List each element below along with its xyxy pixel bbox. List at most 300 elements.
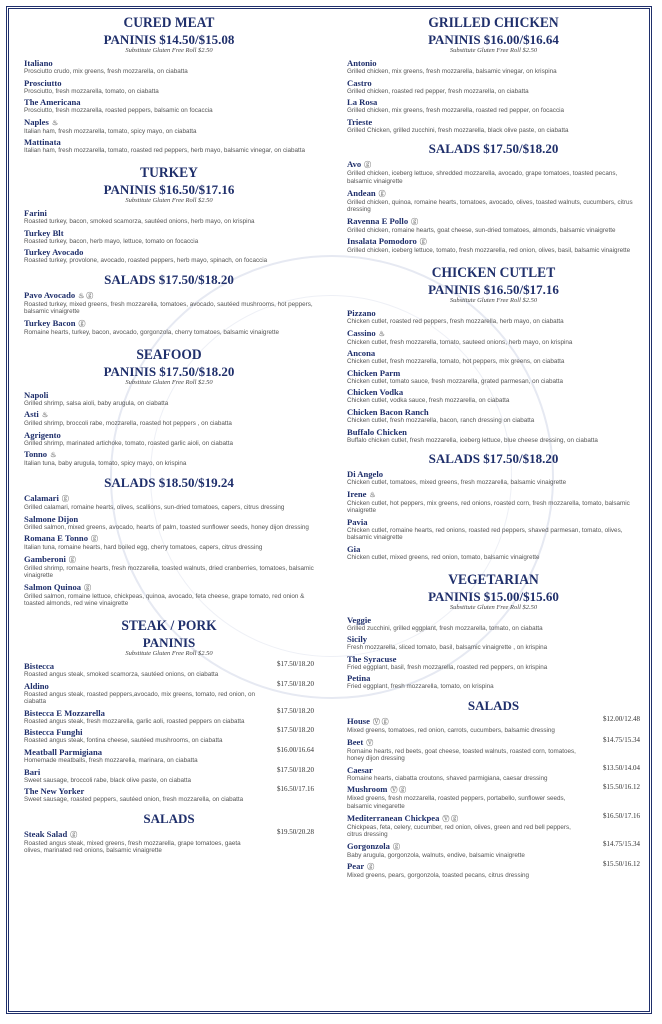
menu-item-header [347, 737, 640, 748]
menu-item-header [24, 493, 314, 504]
menu-item-name: Pear ⓖ [347, 861, 375, 872]
menu-item [24, 78, 314, 96]
menu-section [24, 164, 314, 265]
menu-item-header [24, 786, 314, 796]
menu-section [347, 264, 640, 444]
menu-item-name: Bistecca Funghi [24, 727, 83, 738]
menu-item [24, 97, 314, 115]
menu-item-name: Turkey Blt [24, 227, 64, 238]
menu-section [347, 451, 640, 562]
menu-item-header [347, 716, 640, 727]
item-list [24, 390, 314, 468]
menu-item-description: Chicken cutlet, romaine hearts, red onions, roasted red peppers, shaved parmesan, tomato, olives, balsamic vinaigrette [347, 526, 623, 542]
menu-item-header [24, 533, 314, 544]
menu-item [347, 716, 640, 735]
menu-item-header [347, 216, 640, 227]
menu-item-header [24, 318, 314, 329]
menu-item-description: Grilled calamari, romaine hearts, olives, scallions, sun-dried tomatoes, capers, citrus dressing [24, 503, 285, 511]
menu-item-description: Chicken cutlet, roasted red peppers, fresh mozzarella, herb mayo, on ciabatta [347, 317, 564, 325]
menu-item-name: Gia [347, 544, 361, 555]
item-list [347, 615, 640, 691]
menu-item-header [347, 544, 640, 554]
menu-item-header [24, 58, 314, 68]
menu-item [24, 727, 314, 745]
dietary-icon: ⓖ [367, 863, 375, 872]
menu-item-name: Mattinata [24, 137, 61, 148]
menu-item [347, 544, 640, 562]
dietary-icon: ⓖ [411, 217, 419, 226]
menu-item-name: Romana E Tonno ⓖ [24, 533, 99, 544]
menu-item-description: Mixed greens, tomatoes, red onion, carrots, cucumbers, balsamic dressing [347, 727, 555, 735]
menu-item-description: Roasted angus steak, fresh mozzarella, garlic aoli, roasted peppers on ciabatta [24, 717, 245, 725]
menu-item-name: Bistecca E Mozzarella [24, 707, 105, 718]
menu-item-name: Pavia [347, 516, 368, 527]
gluten-free-note: Substitute Gluten Free Roll $2.50 [125, 47, 213, 54]
section-price: PANINIS $16.50/$17.16 [103, 181, 235, 197]
menu-item [347, 737, 640, 763]
menu-item-header [24, 137, 314, 147]
menu-item-name: Italiano [24, 58, 53, 68]
menu-item-header [24, 708, 314, 718]
menu-item-description: Grilled chicken, mix greens, fresh mozzarella, balsamic vinegar, on krispina [347, 68, 557, 75]
menu-item [347, 517, 640, 542]
section-title: GRILLED CHICKEN [428, 15, 559, 31]
menu-item [24, 747, 314, 765]
dietary-icon: ⓖ [378, 189, 386, 198]
menu-item-description: Chicken cutlet, hot peppers, mix greens, red onions, roasted corn, fresh mozzarella, tomato, balsamic vinaigrette [347, 499, 630, 515]
menu-item-name: La Rosa [347, 97, 378, 108]
section-price: PANINIS $17.50/$18.20 [103, 363, 235, 379]
section-title: SEAFOOD [136, 346, 202, 363]
menu-item [347, 117, 640, 135]
menu-item [24, 137, 314, 155]
menu-item-header [347, 517, 640, 527]
menu-item-header [347, 117, 640, 127]
dietary-icon: ♨ ⓖ [78, 291, 94, 300]
menu-section [24, 475, 314, 608]
menu-item-name: Di Angelo [347, 469, 384, 480]
menu-item [24, 554, 314, 580]
menu-item-name: Salmon Quinoa ⓖ [24, 581, 92, 592]
menu-item-header [24, 681, 314, 691]
menu-item [24, 514, 314, 532]
menu-item-price: $17.50/18.20 [277, 706, 314, 715]
dietary-icon: ⓖ [78, 319, 86, 328]
menu-item-name: Pizzano [347, 307, 376, 318]
menu-item [347, 654, 640, 672]
menu-item-header [347, 813, 640, 824]
menu-item-price: $14.75/15.34 [603, 735, 640, 744]
menu-item-header [24, 767, 314, 777]
menu-item [347, 348, 640, 366]
menu-item-description: Chicken cutlet, mixed greens, red onion, tomato, balsamic vinaigrette [347, 554, 540, 562]
menu-item-price: $17.50/18.20 [277, 679, 314, 688]
menu-item [347, 216, 640, 235]
menu-item-description: Grilled shrimp, salsa aioli, baby arugula, on ciabatta [24, 399, 169, 407]
menu-item-name: Meatball Parmigiana [24, 747, 103, 758]
menu-section [347, 698, 640, 880]
menu-item-name: Chicken Vodka [347, 387, 404, 398]
menu-item-price: $16.50/17.16 [603, 811, 640, 820]
menu-item-name: Aldino [24, 680, 49, 691]
menu-item-description: Mixed greens, pears, gorgonzola, toasted pecans, citrus dressing [347, 872, 530, 880]
menu-item [347, 784, 640, 810]
right-column [347, 14, 640, 882]
menu-item-description: Italian ham, fresh mozzarella, tomato, spicy mayo, on ciabatta [24, 127, 197, 135]
gluten-free-note: Substitute Gluten Free Roll $2.50 [125, 650, 213, 658]
menu-item-description: Chickpeas, feta, celery, cucumber, red onion, olives, green and red bell peppers, citrus dressing [347, 823, 571, 839]
menu-item-price: $15.50/16.12 [603, 860, 640, 869]
menu-item-header [347, 236, 640, 247]
menu-item-name: Agrigento [24, 429, 61, 440]
menu-item-header [347, 615, 640, 625]
menu-item-description: Chicken cutlet, fresh mozzarella, bacon, ranch dressing on ciabatta [347, 416, 535, 424]
dietary-icon: ♨ [51, 118, 59, 127]
dietary-icon: ♨ [369, 490, 376, 499]
menu-item-name: Buffalo Chicken [347, 426, 407, 437]
menu-item-header [347, 188, 640, 199]
menu-item-header [347, 634, 640, 644]
menu-item-description: Italian tuna, baby arugula, tomato, spicy mayo, on krispina [24, 460, 187, 468]
menu-item-description: Grilled zucchini, grilled eggplant, fresh mozzarella, tomato, on ciabatta [347, 624, 543, 632]
menu-item [24, 661, 314, 679]
menu-item-name: Castro [347, 77, 372, 88]
dietary-icon: ⓖ [70, 830, 78, 839]
menu-item-price: $14.75/15.34 [603, 839, 640, 848]
menu-item-description: Prosciutto, fresh mozzarella, roasted peppers, balsamic on focaccia [24, 107, 213, 115]
menu-item-name: Tonno ♨ [24, 449, 57, 460]
menu-item-name: Cassino ♨ [347, 327, 385, 338]
menu-item [24, 708, 314, 726]
item-list [24, 208, 314, 265]
menu-item-name: Bistecca [24, 661, 55, 672]
menu-item-description: Grilled chicken, roasted red pepper, fresh mozzarella, on ciabatta [347, 87, 529, 95]
menu-item-description: Grilled salmon, romaine lettuce, chickpeas, quinoa, avocado, feta cheese, grape tomato, red onion & toasted almonds, red wine vinaigrette [24, 592, 305, 608]
menu-item-name: Farini [24, 207, 47, 218]
menu-item [24, 533, 314, 552]
dietary-icon: ⓖ [84, 583, 92, 592]
section-price: PANINIS $16.50/$17.16 [428, 281, 559, 297]
menu-item [24, 786, 314, 804]
menu-item [347, 328, 640, 347]
menu-item-header [24, 228, 314, 238]
menu-item-name: Sicily [347, 634, 368, 645]
section-price: PANINIS [142, 635, 196, 651]
menu-item [347, 407, 640, 425]
menu-item-description: Italian ham, fresh mozzarella, tomato, roasted red peppers, herb mayo, balsamic vinegar, on ciabatta [24, 147, 306, 155]
menu-item-description: Fresh mozzarella, sliced tomato, basil, balsamic vinaigrette , on krispina [347, 644, 548, 652]
menu-item-price: $16.00/16.64 [277, 746, 314, 755]
menu-item-header [347, 159, 640, 170]
menu-item-description: Buffalo chicken cutlet, fresh mozzarella, iceberg lettuce, blue cheese dressing, on ciabatta [347, 436, 598, 444]
menu-item [347, 236, 640, 255]
dietary-icon: ⓖ [419, 238, 427, 247]
menu-item [24, 390, 314, 408]
item-list [347, 159, 640, 255]
menu-item [347, 188, 640, 214]
menu-item-header [347, 427, 640, 437]
menu-item [24, 767, 314, 785]
gluten-free-note: Substitute Gluten Free Roll $2.50 [125, 378, 213, 386]
dietary-icon: ⓖ [364, 161, 372, 170]
menu-item-header [24, 661, 314, 671]
section-price: SALADS $17.50/$18.20 [428, 451, 559, 467]
section-price: SALADS [143, 810, 195, 826]
menu-item-name: Veggie [347, 614, 372, 625]
dietary-icon: Ⓥ ⓖ [372, 718, 389, 727]
menu-item-name: Andean ⓖ [347, 187, 386, 198]
menu-item-header [347, 861, 640, 872]
menu-section [24, 272, 314, 337]
menu-item [347, 765, 640, 783]
menu-item-header [347, 78, 640, 88]
menu-item [347, 673, 640, 691]
section-price: SALADS $18.50/$19.24 [104, 474, 234, 490]
menu-item-header [24, 390, 314, 400]
menu-item-description: Roasted angus steak, fontina cheese, sautéed mushrooms, on ciabatta [24, 737, 223, 745]
menu-item-description: Roasted angus steak, mixed greens, fresh mozzarella, grape tomatoes, gaeta olives, marinated red onions, balsamic vinaigrette [24, 839, 241, 855]
menu-item-name: The Syracuse [347, 653, 397, 664]
menu-item-name: Bari [24, 766, 41, 777]
menu-item [347, 58, 640, 76]
section-title: STEAK / PORK [121, 618, 217, 635]
menu-item-name: Trieste [347, 116, 373, 127]
menu-item-header [347, 348, 640, 358]
menu-item-header [347, 58, 640, 68]
menu-item [347, 813, 640, 839]
menu-item-description: Grilled chicken, quinoa, romaine hearts, tomatoes, avocado, olives, toasted walnuts, cucumbers, citrus dressing [347, 198, 633, 214]
menu-item-description: Grilled chicken, iceberg lettuce, shredded mozzarella, avocado, grape tomatoes, toasted pecans, balsamic vinaigrette [347, 170, 618, 185]
menu-item-description: Grilled shrimp, broccoli rabe, mozzarella, roasted hot peppers , on ciabatta [24, 420, 232, 428]
item-list [347, 716, 640, 880]
menu-item-description: Roasted turkey, bacon, herb mayo, lettuce, tomato on focaccia [24, 237, 199, 245]
menu-item-header [347, 654, 640, 664]
item-list [24, 493, 314, 608]
menu-item [347, 97, 640, 115]
menu-item-header [24, 829, 314, 840]
menu-item [24, 58, 314, 76]
section-price: SALADS $17.50/$18.20 [104, 271, 234, 287]
dietary-icon: Ⓥ ⓖ [390, 786, 407, 795]
menu-item-header [347, 469, 640, 479]
menu-item-header [24, 582, 314, 593]
menu-item-name: The Americana [24, 97, 81, 108]
menu-item-description: Chicken cutlet, fresh mozzarella, tomato, hot peppers, mix greens, on ciabatta [347, 358, 565, 366]
menu-item [347, 159, 640, 185]
menu-item-header [24, 290, 314, 301]
menu-item-header [24, 208, 314, 218]
menu-item-description: Romaine hearts, ciabatta croutons, shaved parmigiana, caesar dressing [347, 774, 548, 782]
item-list [347, 58, 640, 134]
menu-item-header [24, 78, 314, 88]
menu-item-header [347, 308, 640, 318]
menu-item-description: Homemade meatballs, fresh mozzarella, marinara, on ciabatta [24, 757, 198, 765]
menu-item-description: Fried eggplant, basil, fresh mozzarella, roasted red peppers, on krispina [347, 663, 548, 671]
menu-item-description: Grilled shrimp, marinated artichoke, tomato, roasted garlic aioli, on ciabatta [24, 439, 233, 447]
menu-section [347, 141, 640, 255]
item-list [347, 308, 640, 444]
menu-item-description: Romaine hearts, turkey, bacon, avocado, gorgonzola, cherry tomatoes, balsamic vinaigrette [24, 328, 280, 336]
menu-item [24, 829, 314, 855]
menu-item-price: $12.00/12.48 [603, 715, 640, 724]
menu-item-header [347, 97, 640, 107]
menu-item-description: Sweet sausage, roasted peppers, sautéed onion, fresh mozzarella, on ciabatta [24, 796, 244, 804]
menu-item [347, 469, 640, 487]
section-title: CURED MEAT [123, 15, 215, 31]
menu-section [347, 14, 640, 134]
menu-item-header [24, 554, 314, 565]
dietary-icon: ♨ [378, 329, 385, 338]
menu-item-header [347, 784, 640, 795]
menu-item-header [347, 489, 640, 500]
menu-item-name: Napoli [24, 389, 49, 400]
menu-item [24, 208, 314, 226]
menu-item-name: Petina [347, 673, 371, 684]
dietary-icon: ⓖ [392, 842, 400, 851]
section-price: PANINIS $14.50/$15.08 [103, 32, 235, 47]
menu-item-name: Prosciutto [24, 77, 62, 88]
menu-item-description: Italian tuna, romaine hearts, hard boiled egg, cherry tomatoes, capers, citrus dressing [24, 544, 263, 552]
item-list [24, 661, 314, 804]
menu-item-header [24, 430, 314, 440]
gluten-free-note: Substitute Gluten Free Roll $2.50 [449, 296, 538, 304]
menu-item [24, 409, 314, 428]
menu-item-name: Beet Ⓥ [347, 736, 374, 747]
menu-item-description: Grilled salmon, mixed greens, avocado, hearts of palm, toasted sunflower seeds, honey dijon dressing [24, 523, 309, 531]
menu-item-name: Ravenna E Pollo ⓖ [347, 215, 419, 226]
menu-item-name: Ancona [347, 348, 376, 359]
dietary-icon: ♨ [41, 411, 49, 420]
menu-item-header [347, 407, 640, 417]
section-price: PANINIS $15.00/$15.60 [428, 588, 559, 604]
item-list [24, 58, 314, 155]
menu-item-description: Chicken cutlet, tomato sauce, fresh mozzarella, grated parmesan, on ciabatta [347, 377, 563, 385]
section-title: VEGETARIAN [448, 571, 539, 588]
menu-item-description: Grilled chicken, romaine hearts, goat cheese, sun-dried tomatoes, almonds, balsamic vinaigrette [347, 226, 616, 234]
menu-item-name: Irene ♨ [347, 488, 376, 499]
item-list [24, 290, 314, 337]
menu-item-name: Steak Salad ⓖ [24, 828, 78, 839]
menu-item-name: Mushroom Ⓥ ⓖ [347, 784, 407, 795]
menu-item [347, 387, 640, 405]
menu-section [24, 617, 314, 804]
menu-item-header [347, 368, 640, 378]
gluten-free-note: Substitute Gluten Free Roll $2.50 [125, 196, 213, 204]
gluten-free-note: Substitute Gluten Free Roll $2.50 [449, 603, 538, 611]
menu-item-name: Turkey Bacon ⓖ [24, 317, 86, 328]
menu-item [24, 117, 314, 136]
menu-item-description: Grilled chicken, mix greens, fresh mozzarella, roasted red pepper, on focaccia [347, 107, 564, 115]
menu-item-description: Chicken cutlet, vodka sauce, fresh mozzarella, on ciabatta [347, 397, 510, 405]
menu-item [24, 681, 314, 706]
menu-item [347, 489, 640, 515]
menu-item-description: Roasted turkey, bacon, smoked scamorza, sautéed onions, herb mayo, on krispina [24, 217, 255, 225]
dietary-icon: ⓖ [91, 535, 99, 544]
menu-item [347, 861, 640, 880]
menu-item [24, 430, 314, 448]
menu-section [24, 346, 314, 468]
menu-item-name: Calamari ⓖ [24, 492, 69, 503]
menu-item [347, 308, 640, 326]
menu-item-name: Mediterranean Chickpea Ⓥ ⓖ [347, 812, 459, 823]
menu-item-name: Naples ♨ [24, 116, 59, 127]
menu-item [24, 449, 314, 468]
menu-item-header [24, 449, 314, 460]
menu-item-price: $15.50/16.12 [603, 783, 640, 792]
dietary-icon: ♨ [50, 451, 57, 460]
menu-item-name: The New Yorker [24, 786, 85, 797]
left-column [24, 14, 314, 857]
menu-item-name: Gorgonzola ⓖ [347, 840, 400, 851]
menu-item-description: Romaine hearts, red beets, goat cheese, toasted walnuts, roasted corn, tomatoes, honey dijon dressing [347, 747, 576, 763]
menu-section [347, 571, 640, 691]
section-title: CHICKEN CUTLET [431, 264, 556, 281]
menu-item-description: Fried eggplant, fresh mozzarella, tomato, on krispina [347, 683, 494, 691]
menu-item-header [24, 97, 314, 107]
menu-item-name: Caesar [347, 764, 373, 775]
menu-item-description: Roasted angus steak, roasted peppers,avocado, mix greens, tomato, red onion, on ciabatta [24, 690, 256, 706]
menu-item-description: Baby arugula, gorgonzola, walnuts, endive, balsamic vinaigrette [347, 851, 525, 859]
menu-item-description: Roasted angus steak, smoked scamorza, sautéed onions, on ciabatta [24, 671, 219, 679]
menu-item-price: $17.50/18.20 [277, 726, 314, 735]
menu-item-price: $13.50/14.04 [603, 763, 640, 772]
menu-item-header [347, 765, 640, 775]
menu-item [347, 615, 640, 633]
menu-item-description: Grilled chicken, iceberg lettuce, tomato, fresh mozzarella, red onion, olives, basil, balsamic vinaigrette [347, 247, 631, 255]
menu-item-header [347, 328, 640, 339]
menu-item-name: Insalata Pomodoro ⓖ [347, 236, 427, 247]
menu-item-description: Chicken cutlet, tomatoes, mixed greens, fresh mozzarella, balsamic vinaigrette [347, 479, 567, 487]
menu-item-description: Prosciutto crudo, mix greens, fresh mozzarella, on ciabatta [24, 68, 188, 75]
menu-section [24, 811, 314, 855]
menu-item-header [24, 409, 314, 420]
menu-item [347, 634, 640, 652]
menu-item-name: Pavo Avocado ♨ ⓖ [24, 289, 94, 300]
section-price: SALADS $17.50/$18.20 [428, 141, 559, 157]
menu-item-description: Sweet sausage, broccoli rabe, black olive paste, on ciabatta [24, 776, 191, 784]
menu-item-name: Chicken Bacon Ranch [347, 406, 429, 417]
menu-item [347, 78, 640, 96]
menu-item-name: Turkey Avocado [24, 247, 84, 258]
menu-item-description: Grilled shrimp, romaine hearts, fresh mozzarella, toasted walnuts, dried cranberries, tomatoes, balsamic vinaigrette [24, 564, 314, 580]
menu-item-header [347, 673, 640, 683]
dietary-icon: Ⓥ ⓖ [442, 814, 459, 823]
menu-item-price: $17.50/18.20 [277, 765, 314, 774]
menu-item-name: Antonio [347, 58, 377, 68]
menu-item [24, 318, 314, 337]
menu-item [347, 841, 640, 860]
menu-item [347, 427, 640, 445]
menu-item-price: $16.50/17.16 [277, 785, 314, 794]
menu-item [24, 582, 314, 608]
menu-item-header [24, 747, 314, 757]
menu-item-name: Salmone Dijon [24, 513, 79, 524]
menu-item-name: Asti ♨ [24, 409, 49, 420]
menu-item-price: $19.50/20.28 [277, 827, 314, 836]
menu-item-description: Roasted turkey, mixed greens, fresh mozzarella, tomatoes, avocado, sautéed mushrooms, hot peppers, balsamic vinaigrette [24, 300, 313, 316]
menu-item-description: Prosciutto, fresh mozzarella, tomato, on ciabatta [24, 87, 159, 95]
dietary-icon: ⓖ [68, 555, 76, 564]
menu-item-name: Avo ⓖ [347, 159, 372, 170]
menu-item [24, 493, 314, 512]
dietary-icon: ⓖ [61, 494, 69, 503]
item-list [347, 469, 640, 562]
menu-item-header [347, 387, 640, 397]
menu-item [24, 228, 314, 246]
menu-item-name: Gamberoni ⓖ [24, 553, 76, 564]
menu-item-header [24, 727, 314, 737]
section-title: TURKEY [140, 164, 198, 181]
